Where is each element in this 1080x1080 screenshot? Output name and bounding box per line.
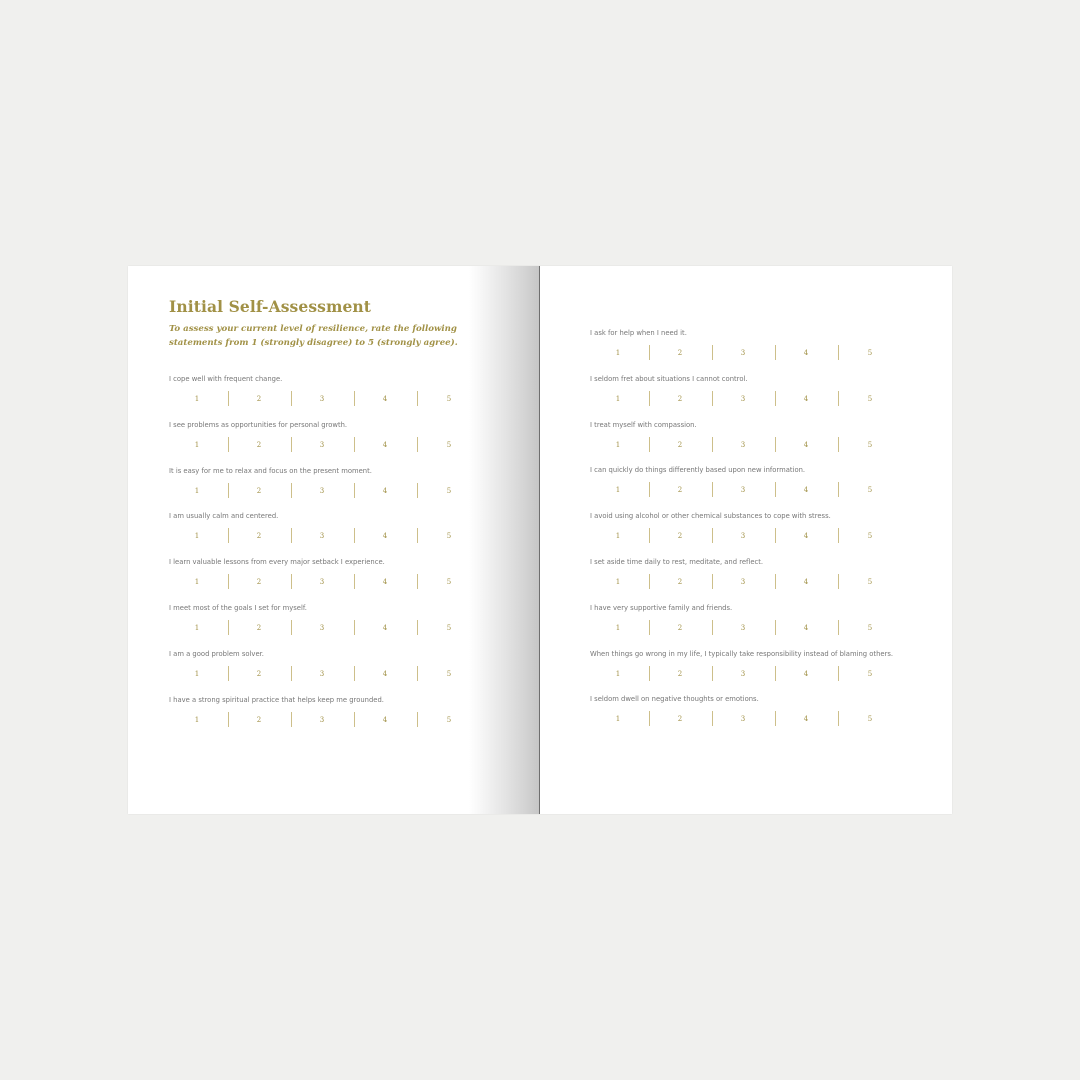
question-text: I am a good problem solver. bbox=[169, 649, 264, 658]
scale-divider bbox=[649, 391, 650, 406]
scale-divider bbox=[228, 528, 229, 543]
rating-option[interactable]: 3 bbox=[319, 486, 325, 495]
rating-option[interactable]: 5 bbox=[446, 440, 452, 449]
rating-option[interactable]: 1 bbox=[615, 715, 621, 724]
rating-option[interactable]: 2 bbox=[677, 440, 683, 449]
rating-option[interactable]: 1 bbox=[194, 715, 200, 724]
scale-divider bbox=[417, 574, 418, 589]
rating-option[interactable]: 5 bbox=[446, 532, 452, 541]
scale-divider bbox=[775, 574, 776, 589]
scale-divider bbox=[838, 437, 839, 452]
question-item bbox=[590, 420, 935, 466]
rating-option[interactable]: 1 bbox=[194, 486, 200, 495]
scale-divider bbox=[417, 712, 418, 727]
scale-divider bbox=[354, 391, 355, 406]
question-item bbox=[590, 603, 935, 649]
question-item bbox=[169, 649, 489, 695]
question-item bbox=[169, 557, 489, 603]
rating-option[interactable]: 4 bbox=[803, 349, 809, 357]
scale-divider bbox=[291, 666, 292, 681]
scale-divider bbox=[354, 712, 355, 727]
rating-option[interactable]: 3 bbox=[319, 395, 325, 403]
rating-option[interactable]: 5 bbox=[867, 486, 873, 495]
rating-option[interactable]: 1 bbox=[615, 349, 621, 357]
scale-divider bbox=[775, 345, 776, 360]
rating-scale bbox=[590, 391, 905, 407]
scale-divider bbox=[228, 620, 229, 635]
scale-divider bbox=[775, 437, 776, 452]
question-item bbox=[169, 511, 489, 557]
rating-option[interactable]: 5 bbox=[446, 715, 452, 724]
rating-scale bbox=[590, 574, 905, 590]
rating-option[interactable]: 1 bbox=[615, 486, 621, 495]
scale-divider bbox=[649, 437, 650, 452]
rating-option[interactable]: 4 bbox=[803, 394, 809, 403]
scale-divider bbox=[291, 712, 292, 727]
question-item bbox=[590, 465, 935, 511]
scale-divider bbox=[291, 483, 292, 498]
question-item bbox=[590, 328, 935, 374]
rating-option[interactable]: 5 bbox=[867, 715, 873, 724]
scale-divider bbox=[712, 620, 713, 635]
rating-option[interactable]: 4 bbox=[803, 578, 809, 586]
rating-option[interactable]: 5 bbox=[867, 623, 873, 632]
scale-divider bbox=[417, 391, 418, 406]
scale-divider bbox=[649, 345, 650, 360]
rating-option[interactable]: 3 bbox=[740, 486, 746, 495]
rating-option[interactable]: 1 bbox=[194, 532, 200, 541]
rating-option[interactable]: 1 bbox=[615, 532, 621, 541]
rating-option[interactable]: 5 bbox=[867, 394, 873, 403]
scale-divider bbox=[228, 391, 229, 406]
scale-divider bbox=[712, 437, 713, 452]
rating-scale bbox=[169, 391, 484, 407]
rating-scale bbox=[590, 437, 905, 453]
scale-divider bbox=[838, 711, 839, 726]
scale-divider bbox=[649, 666, 650, 681]
rating-scale bbox=[169, 437, 484, 453]
rating-option[interactable]: 1 bbox=[194, 395, 200, 403]
question-text: I meet most of the goals I set for myself. bbox=[169, 604, 307, 612]
rating-option[interactable]: 2 bbox=[256, 624, 262, 632]
rating-option[interactable]: 3 bbox=[740, 578, 746, 586]
rating-option[interactable]: 3 bbox=[740, 394, 746, 403]
scale-divider bbox=[354, 574, 355, 589]
question-item bbox=[590, 511, 935, 557]
scale-divider bbox=[291, 437, 292, 452]
scale-divider bbox=[291, 574, 292, 589]
question-text: I am usually calm and centered. bbox=[169, 512, 279, 521]
rating-option[interactable]: 3 bbox=[319, 715, 325, 724]
rating-option[interactable]: 1 bbox=[194, 578, 200, 587]
rating-option[interactable]: 1 bbox=[615, 394, 621, 403]
rating-option[interactable]: 5 bbox=[867, 532, 873, 541]
scale-divider bbox=[354, 437, 355, 452]
left-page bbox=[128, 266, 539, 814]
rating-option[interactable]: 2 bbox=[677, 349, 683, 357]
rating-scale bbox=[169, 574, 484, 590]
rating-option[interactable]: 3 bbox=[319, 578, 325, 587]
scale-divider bbox=[417, 437, 418, 452]
scale-divider bbox=[291, 528, 292, 543]
scale-divider bbox=[291, 620, 292, 635]
rating-option[interactable]: 2 bbox=[677, 669, 683, 678]
scale-divider bbox=[354, 666, 355, 681]
scale-divider bbox=[649, 711, 650, 726]
right-page bbox=[540, 266, 952, 814]
rating-option[interactable]: 3 bbox=[740, 349, 746, 357]
rating-option[interactable]: 4 bbox=[803, 440, 809, 449]
scale-divider bbox=[649, 620, 650, 635]
rating-option[interactable]: 4 bbox=[382, 486, 388, 495]
rating-option[interactable]: 2 bbox=[677, 486, 683, 495]
rating-option[interactable]: 2 bbox=[256, 395, 262, 403]
rating-option[interactable]: 2 bbox=[677, 623, 683, 632]
question-item bbox=[590, 649, 935, 695]
rating-option[interactable]: 1 bbox=[615, 578, 621, 586]
rating-option[interactable]: 5 bbox=[446, 578, 452, 587]
scale-divider bbox=[712, 666, 713, 681]
scale-divider bbox=[417, 666, 418, 681]
rating-option[interactable]: 4 bbox=[803, 486, 809, 495]
scale-divider bbox=[775, 528, 776, 543]
scale-divider bbox=[649, 482, 650, 497]
scale-divider bbox=[712, 528, 713, 543]
rating-option[interactable]: 3 bbox=[740, 440, 746, 449]
scale-divider bbox=[775, 482, 776, 497]
scale-divider bbox=[712, 345, 713, 360]
rating-option[interactable]: 4 bbox=[382, 624, 388, 632]
rating-scale bbox=[169, 712, 484, 728]
rating-option[interactable]: 1 bbox=[615, 669, 621, 678]
rating-option[interactable]: 3 bbox=[319, 669, 325, 678]
rating-option[interactable]: 3 bbox=[319, 532, 325, 541]
rating-option[interactable]: 2 bbox=[677, 715, 683, 724]
scale-divider bbox=[417, 483, 418, 498]
scale-divider bbox=[838, 482, 839, 497]
question-item bbox=[169, 695, 489, 741]
scale-divider bbox=[649, 574, 650, 589]
question-text: When things go wrong in my life, I typically take responsibility instead of blaming others. bbox=[590, 649, 894, 658]
question-text: It is easy for me to relax and focus on the present moment. bbox=[169, 466, 372, 475]
rating-option[interactable]: 2 bbox=[677, 394, 683, 403]
question-item bbox=[590, 374, 935, 420]
rating-option[interactable]: 5 bbox=[867, 669, 873, 678]
scale-divider bbox=[228, 666, 229, 681]
rating-option[interactable]: 2 bbox=[256, 532, 262, 541]
question-text: I see problems as opportunities for personal growth. bbox=[169, 420, 348, 429]
rating-option[interactable]: 3 bbox=[319, 624, 325, 632]
rating-option[interactable]: 2 bbox=[677, 532, 683, 541]
question-text: I learn valuable lessons from every major setback I experience. bbox=[169, 558, 385, 567]
scale-divider bbox=[649, 528, 650, 543]
rating-option[interactable]: 4 bbox=[803, 715, 809, 724]
rating-scale bbox=[169, 528, 484, 544]
scale-divider bbox=[291, 391, 292, 406]
question-item bbox=[169, 603, 489, 649]
question-text: I can quickly do things differently based upon new information. bbox=[590, 466, 806, 475]
scale-divider bbox=[712, 391, 713, 406]
rating-option[interactable]: 2 bbox=[256, 486, 262, 495]
rating-option[interactable]: 2 bbox=[256, 578, 262, 587]
scale-divider bbox=[354, 528, 355, 543]
scale-divider bbox=[228, 712, 229, 727]
scale-divider bbox=[417, 528, 418, 543]
scale-divider bbox=[228, 437, 229, 452]
rating-option[interactable]: 3 bbox=[740, 623, 746, 632]
scale-divider bbox=[228, 574, 229, 589]
question-text: I seldom fret about situations I cannot control. bbox=[590, 374, 748, 383]
rating-option[interactable]: 1 bbox=[615, 440, 621, 449]
rating-option[interactable]: 4 bbox=[382, 669, 388, 678]
instructions: To assess your current level of resilience, rate the following statements from 1 (strongly disagree) to 5 (strongly agree). bbox=[169, 324, 458, 348]
rating-scale bbox=[590, 711, 905, 727]
rating-option[interactable]: 5 bbox=[446, 395, 452, 403]
scale-divider bbox=[775, 711, 776, 726]
rating-option[interactable]: 5 bbox=[867, 440, 873, 449]
rating-option[interactable]: 3 bbox=[740, 669, 746, 678]
rating-option[interactable]: 5 bbox=[446, 486, 452, 495]
scale-divider bbox=[838, 574, 839, 589]
question-text: I avoid using alcohol or other chemical substances to cope with stress. bbox=[590, 512, 831, 521]
scale-divider bbox=[417, 620, 418, 635]
scale-divider bbox=[354, 620, 355, 635]
rating-option[interactable]: 5 bbox=[867, 349, 873, 357]
scale-divider bbox=[838, 620, 839, 635]
scale-divider bbox=[775, 391, 776, 406]
rating-scale bbox=[169, 666, 484, 682]
rating-option[interactable]: 4 bbox=[382, 532, 388, 541]
question-item bbox=[169, 374, 489, 420]
rating-option[interactable]: 2 bbox=[256, 669, 262, 678]
scale-divider bbox=[838, 391, 839, 406]
rating-option[interactable]: 5 bbox=[446, 669, 452, 678]
question-text: I have very supportive family and friends. bbox=[590, 603, 733, 612]
scale-divider bbox=[775, 620, 776, 635]
rating-option[interactable]: 2 bbox=[256, 715, 262, 724]
scale-divider bbox=[712, 482, 713, 497]
rating-scale bbox=[169, 483, 484, 499]
scale-divider bbox=[354, 483, 355, 498]
rating-option[interactable]: 4 bbox=[803, 532, 809, 541]
question-text: I have a strong spiritual practice that helps keep me grounded. bbox=[169, 695, 384, 704]
rating-option[interactable]: 4 bbox=[382, 395, 388, 403]
rating-option[interactable]: 3 bbox=[319, 440, 325, 449]
rating-scale bbox=[590, 345, 905, 361]
rating-option[interactable]: 1 bbox=[194, 624, 200, 632]
rating-scale bbox=[169, 620, 484, 636]
question-item bbox=[169, 420, 489, 466]
question-text: I set aside time daily to rest, meditate, and reflect. bbox=[590, 558, 764, 566]
question-text: I ask for help when I need it. bbox=[590, 329, 687, 337]
question-text: I cope well with frequent change. bbox=[169, 375, 283, 383]
book-spread bbox=[128, 266, 952, 814]
scale-divider bbox=[838, 528, 839, 543]
question-item bbox=[590, 694, 935, 740]
question-text: I treat myself with compassion. bbox=[590, 420, 697, 429]
rating-option[interactable]: 3 bbox=[740, 715, 746, 724]
rating-option[interactable]: 5 bbox=[446, 624, 452, 632]
rating-option[interactable]: 2 bbox=[677, 578, 683, 586]
rating-scale bbox=[590, 528, 905, 544]
page-title: Initial Self-Assessment bbox=[169, 297, 372, 316]
rating-option[interactable]: 4 bbox=[803, 623, 809, 632]
rating-option[interactable]: 3 bbox=[740, 532, 746, 541]
scale-divider bbox=[838, 345, 839, 360]
rating-scale bbox=[590, 620, 905, 636]
rating-option[interactable]: 1 bbox=[615, 623, 621, 632]
rating-option[interactable]: 2 bbox=[256, 440, 262, 449]
scale-divider bbox=[775, 666, 776, 681]
rating-option[interactable]: 4 bbox=[382, 440, 388, 449]
scale-divider bbox=[712, 711, 713, 726]
question-item bbox=[169, 466, 489, 512]
rating-option[interactable]: 4 bbox=[382, 578, 388, 587]
scale-divider bbox=[838, 666, 839, 681]
rating-option[interactable]: 4 bbox=[803, 669, 809, 678]
rating-scale bbox=[590, 482, 905, 498]
question-item bbox=[590, 557, 935, 603]
rating-option[interactable]: 4 bbox=[382, 715, 388, 724]
rating-option[interactable]: 1 bbox=[194, 669, 200, 678]
rating-option[interactable]: 1 bbox=[194, 440, 200, 449]
scale-divider bbox=[228, 483, 229, 498]
scale-divider bbox=[712, 574, 713, 589]
rating-option[interactable]: 5 bbox=[867, 578, 873, 586]
question-text: I seldom dwell on negative thoughts or emotions. bbox=[590, 695, 759, 704]
rating-scale bbox=[590, 666, 905, 682]
